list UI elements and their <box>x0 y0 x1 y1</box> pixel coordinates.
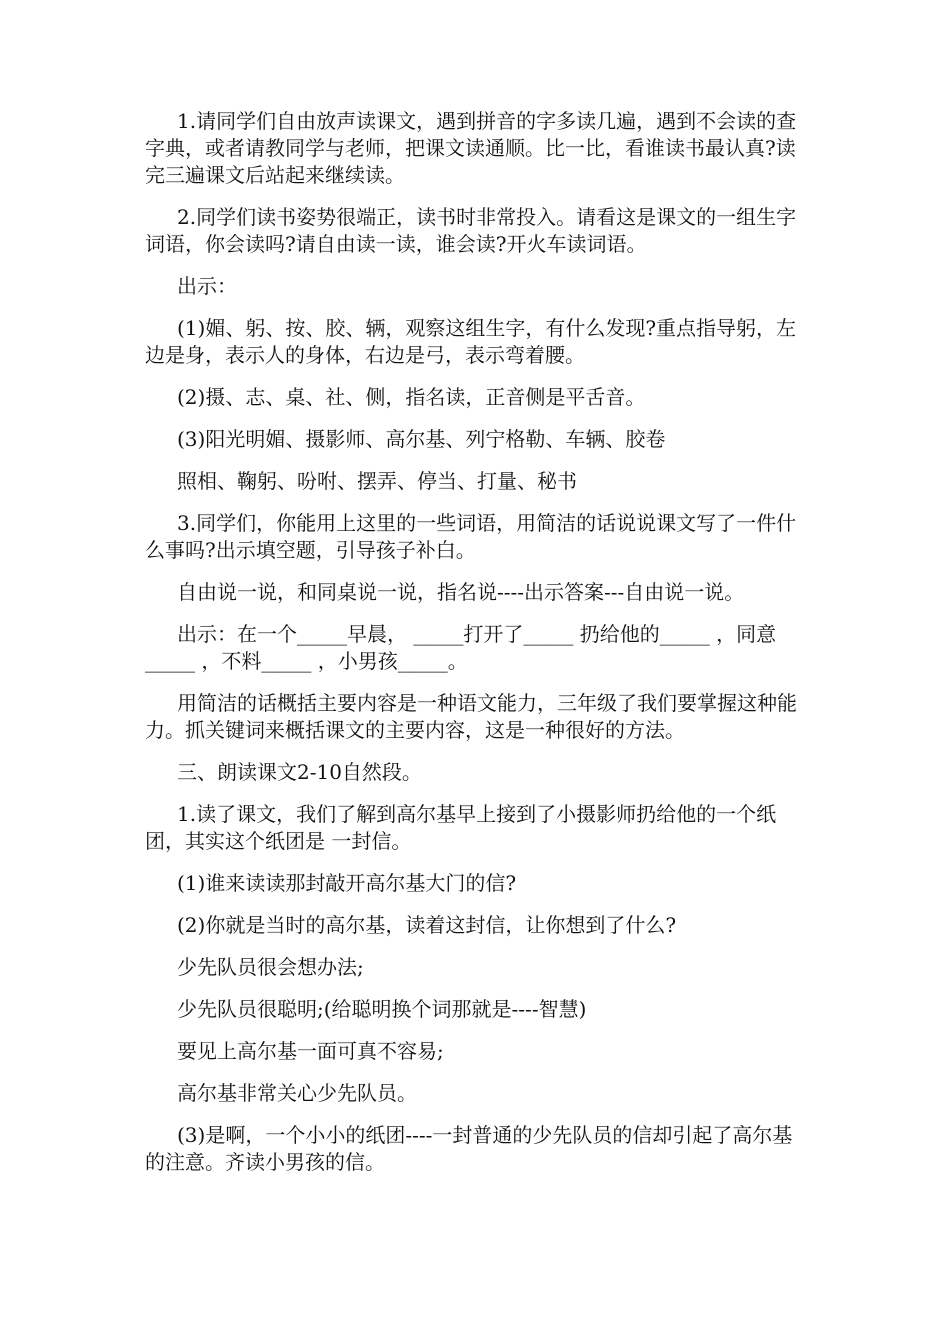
document-body <box>145 108 810 1191</box>
section-heading: 三、朗读课文2-10自然段。 <box>177 760 422 784</box>
paragraph-11: 用简洁的话概括主要内容是一种语文能力，三年级了我们要掌握这种能力。抓关键词来概括课文的主要内容，这是一种很好的方法。 <box>145 691 797 742</box>
paragraph-8: 3.同学们，你能用上这里的一些词语，用简洁的话说说课文写了一件什么事吗?出示填空题，引导孩子补白。 <box>145 511 797 562</box>
paragraph-3: 出示： <box>177 274 237 298</box>
paragraph-10: 出示：在一个_____早晨， _____打开了_____ 扔给他的_____ ，同意_____ ，不料_____ ，小男孩_____。 <box>145 622 777 673</box>
paragraph-2: 2.同学们读书姿势很端正，读书时非常投入。请看这是课文的一组生字词语，你会读吗?请自由读一读，谁会读?开火车读词语。 <box>145 205 797 256</box>
paragraph-13: 1.读了课文，我们了解到高尔基早上接到了小摄影师扔给他的一个纸团，其实这个纸团是 一封信。 <box>145 802 777 853</box>
paragraph-18: 要见上高尔基一面可真不容易; <box>177 1039 444 1063</box>
paragraph-7: 照相、鞠躬、吩咐、摆弄、停当、打量、秘书 <box>177 469 577 493</box>
paragraph-9: 自由说一说，和同桌说一说，指名说----出示答案---自由说一说。 <box>177 580 745 604</box>
paragraph-16: 少先队员很会想办法; <box>177 955 364 979</box>
paragraph-5: (2)摄、志、桌、社、侧，指名读，正音侧是平舌音。 <box>177 385 646 409</box>
paragraph-6: (3)阳光明媚、摄影师、高尔基、列宁格勒、车辆、胶卷 <box>177 427 666 451</box>
paragraph-20: (3)是啊，一个小小的纸团----一封普通的少先队员的信却引起了高尔基的注意。齐读小男孩的信。 <box>145 1123 793 1174</box>
paragraph-14: (1)谁来读读那封敲开高尔基大门的信? <box>177 871 517 895</box>
paragraph-17: 少先队员很聪明;(给聪明换个词那就是----智慧) <box>177 997 587 1021</box>
paragraph-15: (2)你就是当时的高尔基，读着这封信，让你想到了什么? <box>177 913 677 937</box>
paragraph-19: 高尔基非常关心少先队员。 <box>177 1081 417 1105</box>
paragraph-1: 1.请同学们自由放声读课文，遇到拼音的字多读几遍，遇到不会读的查字典，或者请教同学与老师，把课文读通顺。比一比，看谁读书最认真?读完三遍课文后站起来继续读。 <box>145 109 797 187</box>
paragraph-4: (1)媚、躬、按、胶、辆，观察这组生字，有什么发现?重点指导躬，左边是身，表示人的身体，右边是弓，表示弯着腰。 <box>145 316 797 367</box>
